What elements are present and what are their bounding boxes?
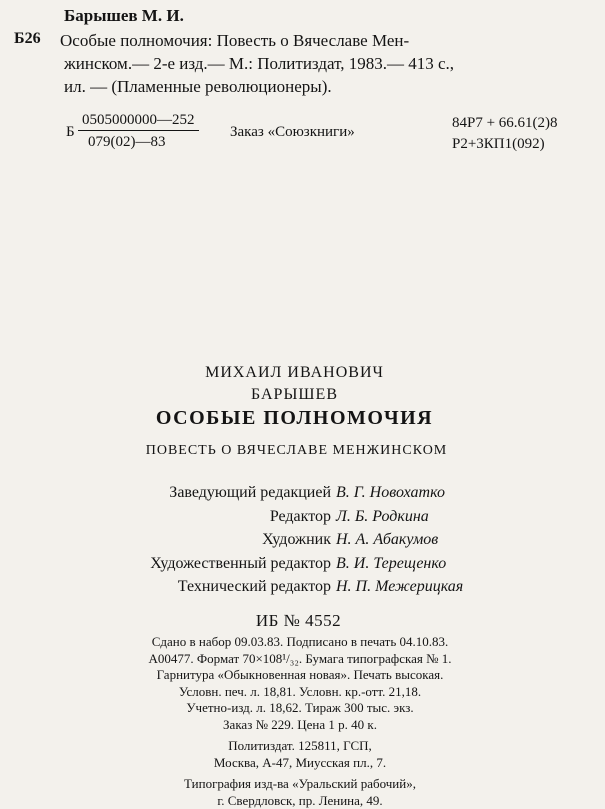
book-title: ОСОБЫЕ ПОЛНОМОЧИЯ	[0, 407, 597, 430]
staff-row	[0, 481, 560, 505]
bibliographic-description	[60, 29, 600, 98]
publisher-line: Политиздат. 125811, ГСП,	[0, 738, 600, 755]
fraction-denominator: 079(02)—83	[88, 134, 166, 151]
staff-name: Л. Б. Родкина	[336, 505, 429, 529]
staff-name: В. И. Терещенко	[336, 552, 446, 576]
staff-row	[0, 505, 560, 529]
ib-number: ИБ № 4552	[0, 611, 601, 631]
classification-codes	[452, 113, 558, 155]
staff-role: Художественный редактор	[0, 552, 336, 576]
fraction-letter: Б	[66, 124, 75, 141]
catalog-author-heading: Барышев М. И.	[64, 6, 184, 26]
print-detail-line: Учетно-изд. л. 18,62. Тираж 300 тыс. экз.	[0, 700, 600, 717]
classification-code-2: Р2+3КП1(092)	[452, 134, 558, 155]
print-detail-line: А00477. Формат 70×108¹/₃₂. Бумага типографская № 1.	[0, 651, 600, 668]
description-line-2: жинском.— 2-е изд.— М.: Политиздат, 1983.— 413 с.,	[60, 52, 600, 75]
print-detail-line: Заказ № 229. Цена 1 р. 40 к.	[0, 717, 600, 734]
staff-name: В. Г. Новохатко	[336, 481, 445, 505]
staff-row	[0, 575, 560, 599]
author-first-names: МИХАИЛ ИВАНОВИЧ	[0, 364, 597, 382]
classification-code-1: 84Р7 + 66.61(2)8	[452, 113, 558, 134]
staff-role: Художник	[0, 528, 336, 552]
author-surname: БАРЫШЕВ	[0, 386, 597, 404]
staff-row	[0, 552, 560, 576]
staff-name: Н. П. Межерицкая	[336, 575, 463, 599]
print-detail-line: Сдано в набор 09.03.83. Подписано в печать 04.10.83.	[0, 634, 600, 651]
staff-name: Н. А. Абакумов	[336, 528, 438, 552]
printer-line: Типография изд-ва «Уральский рабочий»,	[0, 776, 600, 793]
description-line-text: Особые полномочия: Повесть о Вячеславе Мен-	[60, 29, 409, 52]
staff-role: Редактор	[0, 505, 336, 529]
staff-credits	[0, 481, 560, 599]
order-note: Заказ «Союзкниги»	[230, 124, 355, 141]
fraction-numerator: 0505000000—252	[78, 112, 199, 131]
print-detail-line: Гарнитура «Обыкновенная новая». Печать высокая.	[0, 667, 600, 684]
staff-row	[0, 528, 560, 552]
staff-role: Технический редактор	[0, 575, 336, 599]
bbk-index: Б26	[14, 30, 41, 48]
publisher-line: Москва, А-47, Миусская пл., 7.	[0, 755, 600, 772]
printer-line: г. Свердловск, пр. Ленина, 49.	[0, 793, 600, 809]
description-line-3: ил. — (Пламенные революционеры).	[60, 75, 600, 98]
print-detail-line: Условн. печ. л. 18,81. Условн. кр.-отт. 21,18.	[0, 684, 600, 701]
staff-role: Заведующий редакцией	[0, 481, 336, 505]
book-subtitle: ПОВЕСТЬ О ВЯЧЕСЛАВЕ МЕНЖИНСКОМ	[0, 443, 599, 459]
description-line-1	[60, 29, 596, 52]
imprint	[0, 634, 600, 809]
